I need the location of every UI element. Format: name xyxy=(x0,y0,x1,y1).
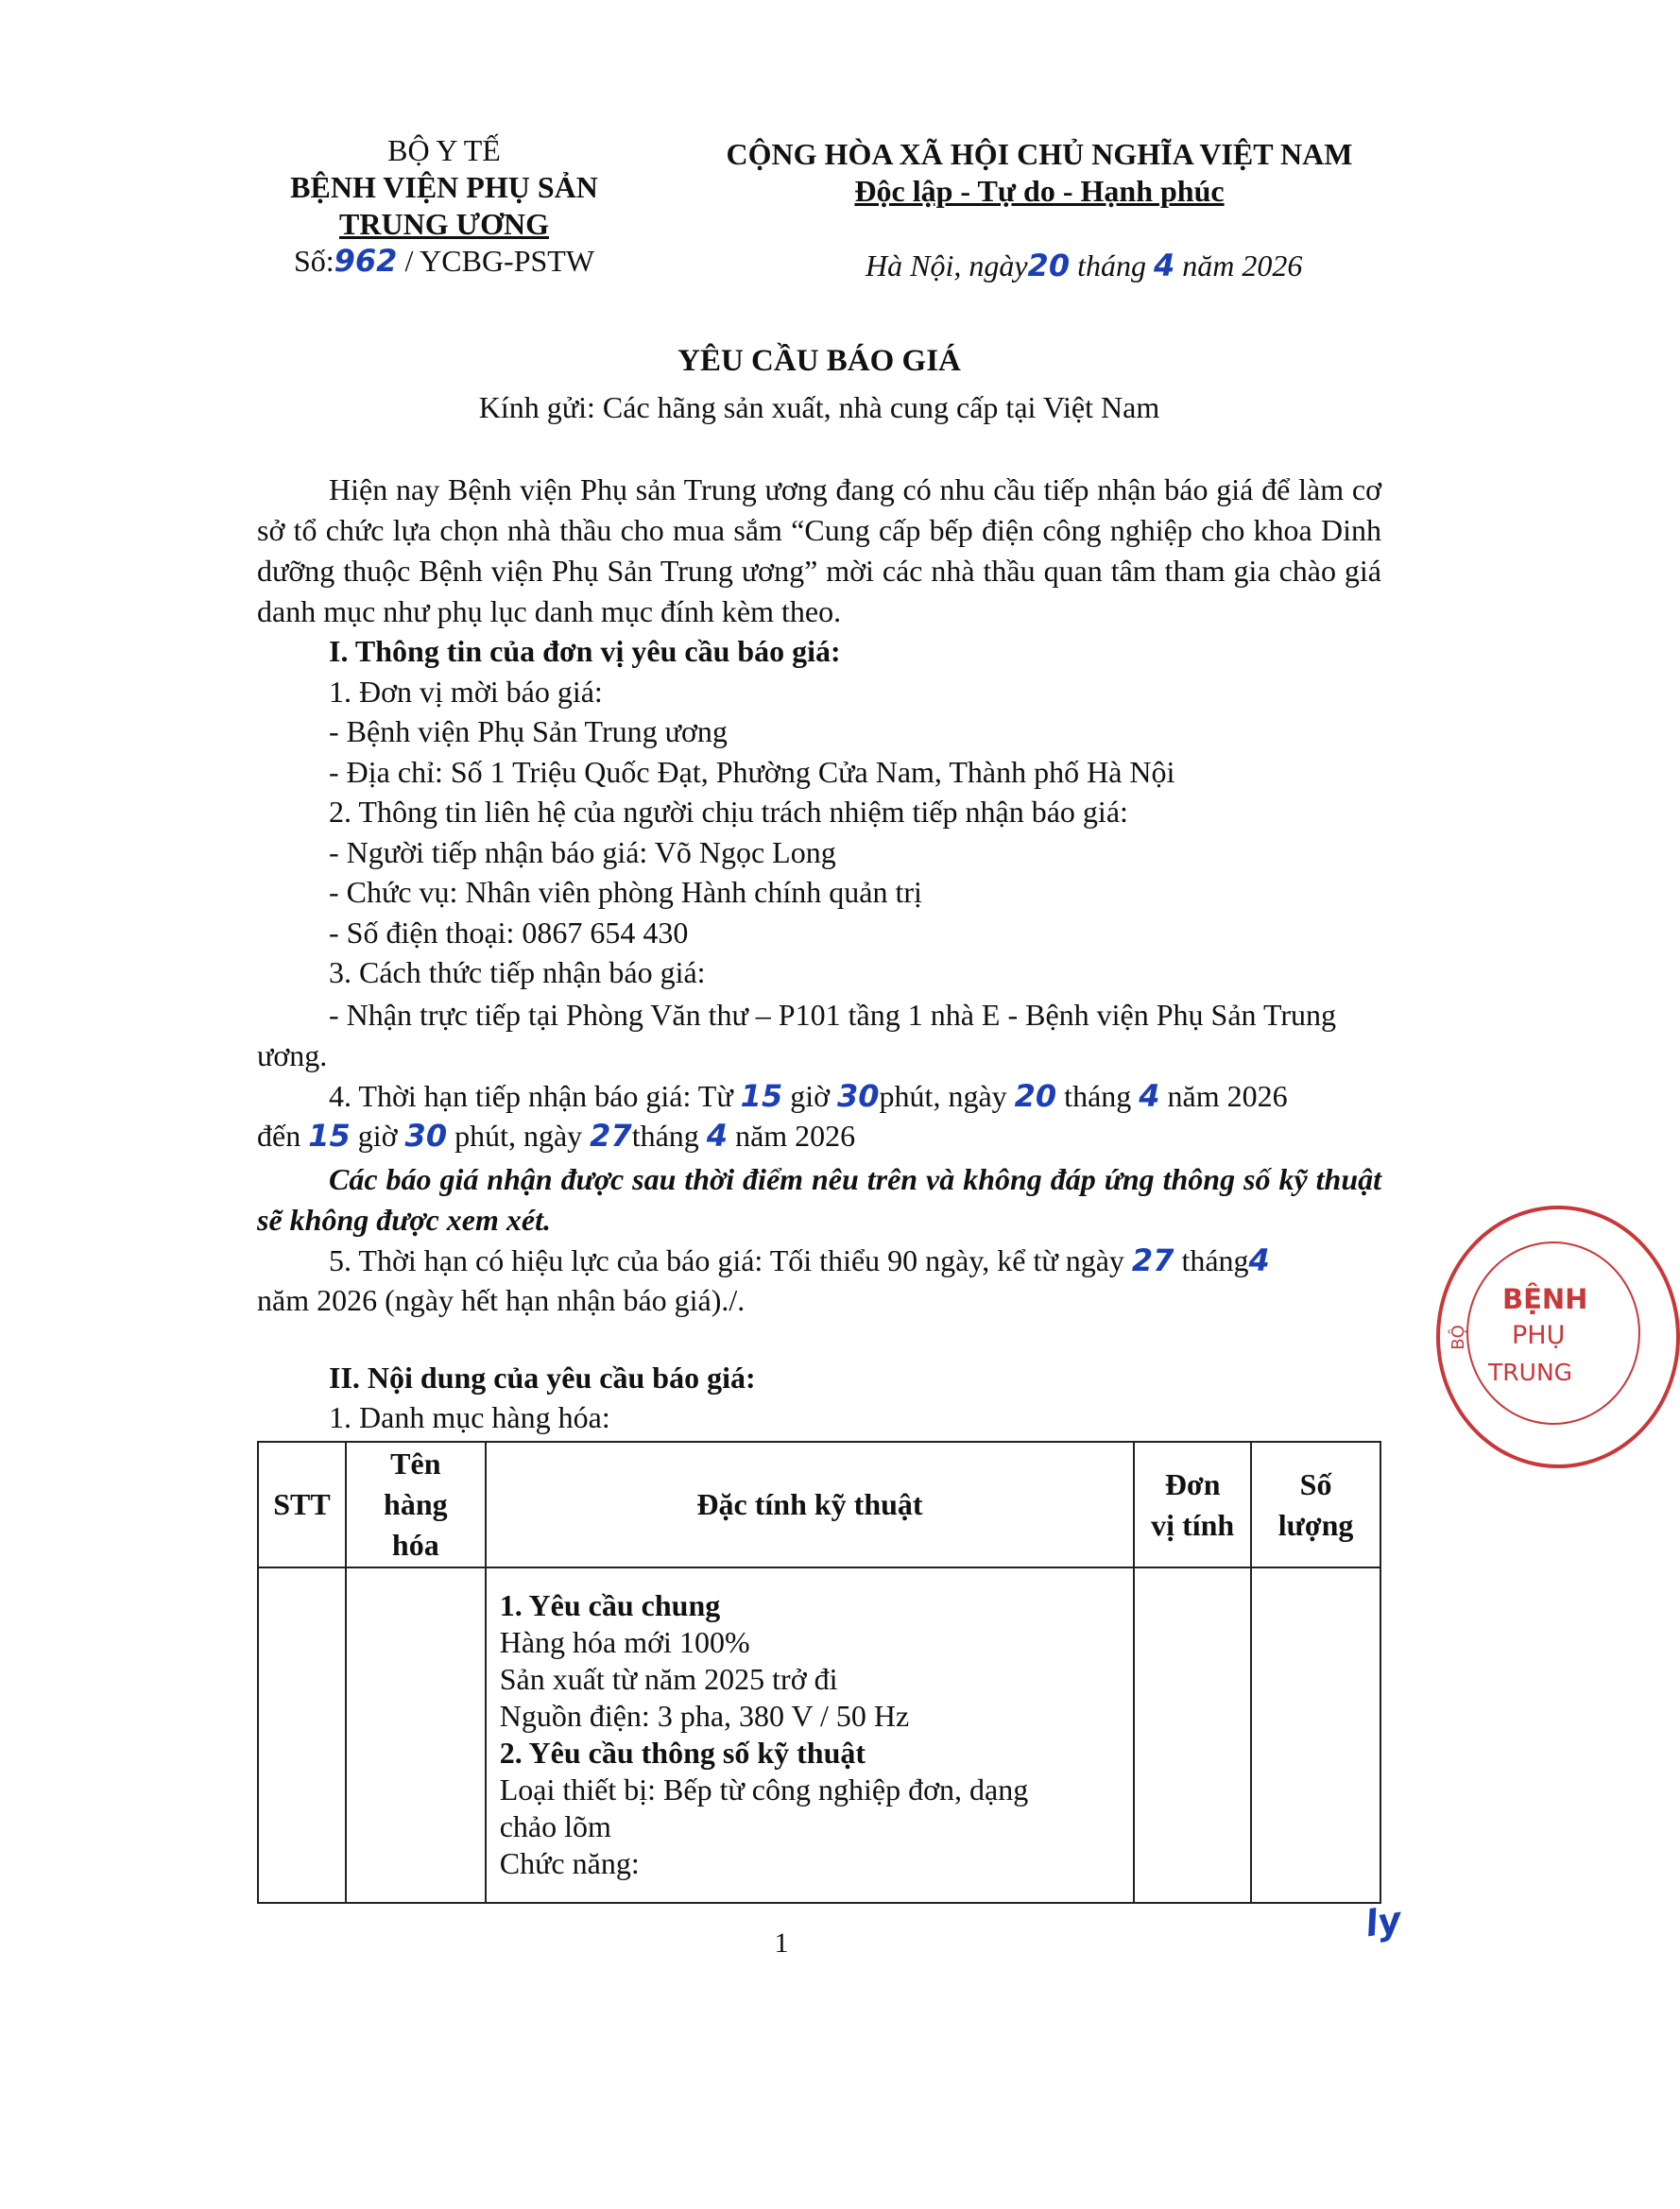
col-quantity: Số lượng xyxy=(1251,1442,1380,1567)
col-item-name: Tên hàng hóa xyxy=(346,1442,486,1567)
section2-line-1: 1. Danh mục hàng hóa: xyxy=(329,1400,610,1434)
section1-line-4: 2. Thông tin liên hệ của người chịu trách nhiệm tiếp nhận báo giá: xyxy=(329,795,1128,829)
items-table xyxy=(257,1441,1381,1904)
date-line: Hà Nội, ngày20 tháng 4 năm 2026 xyxy=(866,248,1303,283)
page-number: 1 xyxy=(774,1927,789,1959)
col-spec: Đặc tính kỹ thuật xyxy=(486,1442,1135,1567)
section1-line-2: - Bệnh viện Phụ Sản Trung ương xyxy=(329,714,728,748)
section1-line-9: - Nhận trực tiếp tại Phòng Văn thư – P101 tầng 1 nhà E - Bệnh viện Phụ Sản Trung xyxy=(329,998,1337,1032)
motto: Độc lập - Tự do - Hạnh phúc xyxy=(854,174,1225,208)
cell-spec: 1. Yêu cầu chung Hàng hóa mới 100% Sản xuất từ năm 2025 trở đi Nguồn điện: 3 pha, 380 V / 50 Hz 2. Yêu cầu thông số kỹ thuật Loại thiết bị: Bếp từ công nghiệp đơn, dạng chảo lõm Chức năng: xyxy=(486,1567,1135,1903)
col-unit: Đơn vị tính xyxy=(1134,1442,1251,1567)
warning-paragraph: Các báo giá nhận được sau thời điểm nêu trên và không đáp ứng thông số kỹ thuật sẽ không được xem xét. xyxy=(257,1162,1381,1237)
table-row xyxy=(258,1567,1380,1903)
cell-unit xyxy=(1134,1567,1251,1903)
country-name: CỘNG HÒA XÃ HỘI CHỦ NGHĨA VIỆT NAM xyxy=(726,137,1353,171)
header-right xyxy=(690,136,1389,210)
stamp-text-1: BỆNH xyxy=(1502,1283,1588,1315)
section1-line-9b: ương. xyxy=(257,1038,328,1072)
section1-line-5: - Người tiếp nhận báo giá: Võ Ngọc Long xyxy=(329,835,836,869)
stamp-text-2: PHỤ xyxy=(1512,1321,1566,1350)
section1-heading: I. Thông tin của đơn vị yêu cầu báo giá: xyxy=(329,634,841,668)
header-left xyxy=(255,132,633,280)
section1-line-1: 1. Đơn vị mời báo giá: xyxy=(329,675,603,709)
intro-paragraph: Hiện nay Bệnh viện Phụ sản Trung ương đang có nhu cầu tiếp nhận báo giá để làm cơ sở tổ chức lựa chọn nhà thầu cho mua sắm “Cung cấp bếp điện công nghiệp cho khoa Dinh dưỡng thuộc Bệnh viện Phụ Sản Trung ương” mời các nhà thầu quan tâm tham gia chào giá danh mục như phụ lục danh mục đính kèm theo. xyxy=(257,472,1381,628)
cell-item-name xyxy=(346,1567,486,1903)
validity-line-2: năm 2026 (ngày hết hạn nhận báo giá)./. xyxy=(257,1283,746,1317)
handwritten-initials: ly xyxy=(1363,1898,1404,1945)
recipient: Kính gửi: Các hãng sản xuất, nhà cung cấp tại Việt Nam xyxy=(478,390,1160,424)
table-header-row xyxy=(258,1442,1380,1567)
section1-line-3: - Địa chỉ: Số 1 Triệu Quốc Đạt, Phường Cửa Nam, Thành phố Hà Nội xyxy=(329,755,1175,789)
section2-heading: II. Nội dung của yêu cầu báo giá: xyxy=(329,1361,756,1395)
section1-line-8: 3. Cách thức tiếp nhận báo giá: xyxy=(329,955,706,989)
stamp-side-text: BỘ xyxy=(1448,1325,1468,1350)
document-number: Số:962 / YCBG-PSTW xyxy=(293,243,595,279)
document-title: YÊU CẦU BÁO GIÁ xyxy=(677,344,961,378)
section1-line-7: - Số điện thoại: 0867 654 430 xyxy=(329,916,689,950)
cell-quantity xyxy=(1251,1567,1380,1903)
hospital-name-1: BỆNH VIỆN PHỤ SẢN xyxy=(290,170,598,204)
deadline-line-1: 4. Thời hạn tiếp nhận báo giá: Từ 15 giờ 30phút, ngày 20 tháng 4 năm 2026 xyxy=(329,1078,1288,1114)
col-stt: STT xyxy=(258,1442,346,1567)
ministry-name: BỘ Y TẾ xyxy=(387,133,501,167)
validity-line-1: 5. Thời hạn có hiệu lực của báo giá: Tối thiểu 90 ngày, kể từ ngày 27 tháng4 xyxy=(329,1242,1270,1278)
deadline-line-2: đến 15 giờ 30 phút, ngày 27tháng 4 năm 2026 xyxy=(257,1118,856,1154)
stamp-text-3: TRUNG xyxy=(1488,1359,1573,1386)
document-number-handwritten: 962 xyxy=(334,243,398,279)
section1-line-6: - Chức vụ: Nhân viên phòng Hành chính quản trị xyxy=(329,875,922,909)
hospital-name-2: TRUNG ƯƠNG xyxy=(339,207,549,241)
cell-stt xyxy=(258,1567,346,1903)
